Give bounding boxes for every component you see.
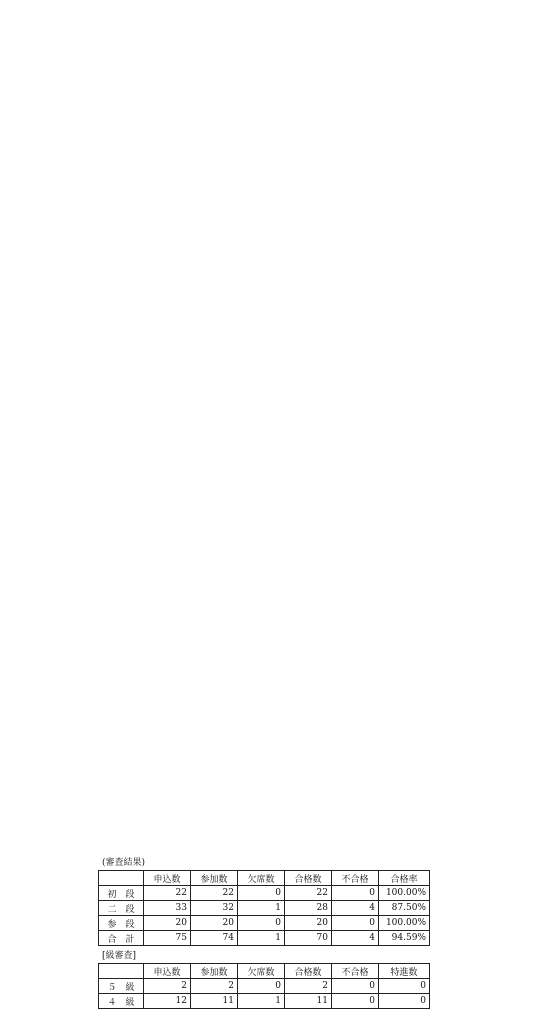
table-cell: 4 [332, 931, 379, 946]
row-label-cell: ４ 級 [99, 994, 144, 1009]
row-label-cell: 二 段 [99, 901, 144, 916]
table-header-cell: 参加数 [191, 964, 238, 979]
table-header-cell [99, 964, 144, 979]
table-cell: 100.00% [379, 916, 430, 931]
table-cell: 0 [238, 886, 285, 901]
table-cell: 22 [191, 886, 238, 901]
table-cell: 1 [238, 931, 285, 946]
kyu-results-table [98, 963, 430, 1009]
table-cell: 20 [191, 916, 238, 931]
table-header-cell [99, 871, 144, 886]
table-cell: 11 [285, 994, 332, 1009]
table-cell: 0 [332, 979, 379, 994]
table-row [99, 901, 430, 916]
table-header-cell: 合格数 [285, 871, 332, 886]
dan-results-table [98, 870, 430, 946]
table-header-cell: 合格率 [379, 871, 430, 886]
table-cell: 2 [144, 979, 191, 994]
table-cell: 0 [332, 994, 379, 1009]
table-cell: 4 [332, 901, 379, 916]
table-cell: 87.50% [379, 901, 430, 916]
table-cell: 20 [144, 916, 191, 931]
table-cell: 0 [332, 916, 379, 931]
dan-table-caption: (審査結果) [102, 858, 146, 868]
table-header-row [99, 871, 430, 886]
kyu-table-caption: [級審査] [102, 951, 137, 961]
table-cell: 2 [191, 979, 238, 994]
table-cell: 100.00% [379, 886, 430, 901]
table-cell: 22 [144, 886, 191, 901]
table-cell: 2 [285, 979, 332, 994]
table-header-cell: 特進数 [379, 964, 430, 979]
table-cell: 32 [191, 901, 238, 916]
row-label-cell: 初 段 [99, 886, 144, 901]
table-row [99, 886, 430, 901]
table-cell: 28 [285, 901, 332, 916]
table-cell: 22 [285, 886, 332, 901]
row-label-cell: 合 計 [99, 931, 144, 946]
table-cell: 0 [379, 994, 430, 1009]
table-row [99, 979, 430, 994]
table-row [99, 994, 430, 1009]
table-cell: 20 [285, 916, 332, 931]
table-header-cell: 欠席数 [238, 871, 285, 886]
table-cell: 0 [238, 916, 285, 931]
table-cell: 94.59% [379, 931, 430, 946]
table-header-row [99, 964, 430, 979]
table-header-cell: 不合格 [332, 964, 379, 979]
table-cell: 12 [144, 994, 191, 1009]
table-cell: 0 [332, 886, 379, 901]
table-row [99, 916, 430, 931]
row-label-cell: 参 段 [99, 916, 144, 931]
row-label-cell: ５ 級 [99, 979, 144, 994]
table-cell: 0 [379, 979, 430, 994]
table-cell: 0 [238, 979, 285, 994]
table-cell: 1 [238, 994, 285, 1009]
table-header-cell: 申込数 [144, 964, 191, 979]
table-cell: 11 [191, 994, 238, 1009]
table-cell: 1 [238, 901, 285, 916]
table-header-cell: 合格数 [285, 964, 332, 979]
table-cell: 74 [191, 931, 238, 946]
table-header-cell: 不合格 [332, 871, 379, 886]
table-header-cell: 申込数 [144, 871, 191, 886]
table-header-cell: 欠席数 [238, 964, 285, 979]
table-header-cell: 参加数 [191, 871, 238, 886]
table-cell: 75 [144, 931, 191, 946]
table-cell: 33 [144, 901, 191, 916]
table-cell: 70 [285, 931, 332, 946]
table-row [99, 931, 430, 946]
